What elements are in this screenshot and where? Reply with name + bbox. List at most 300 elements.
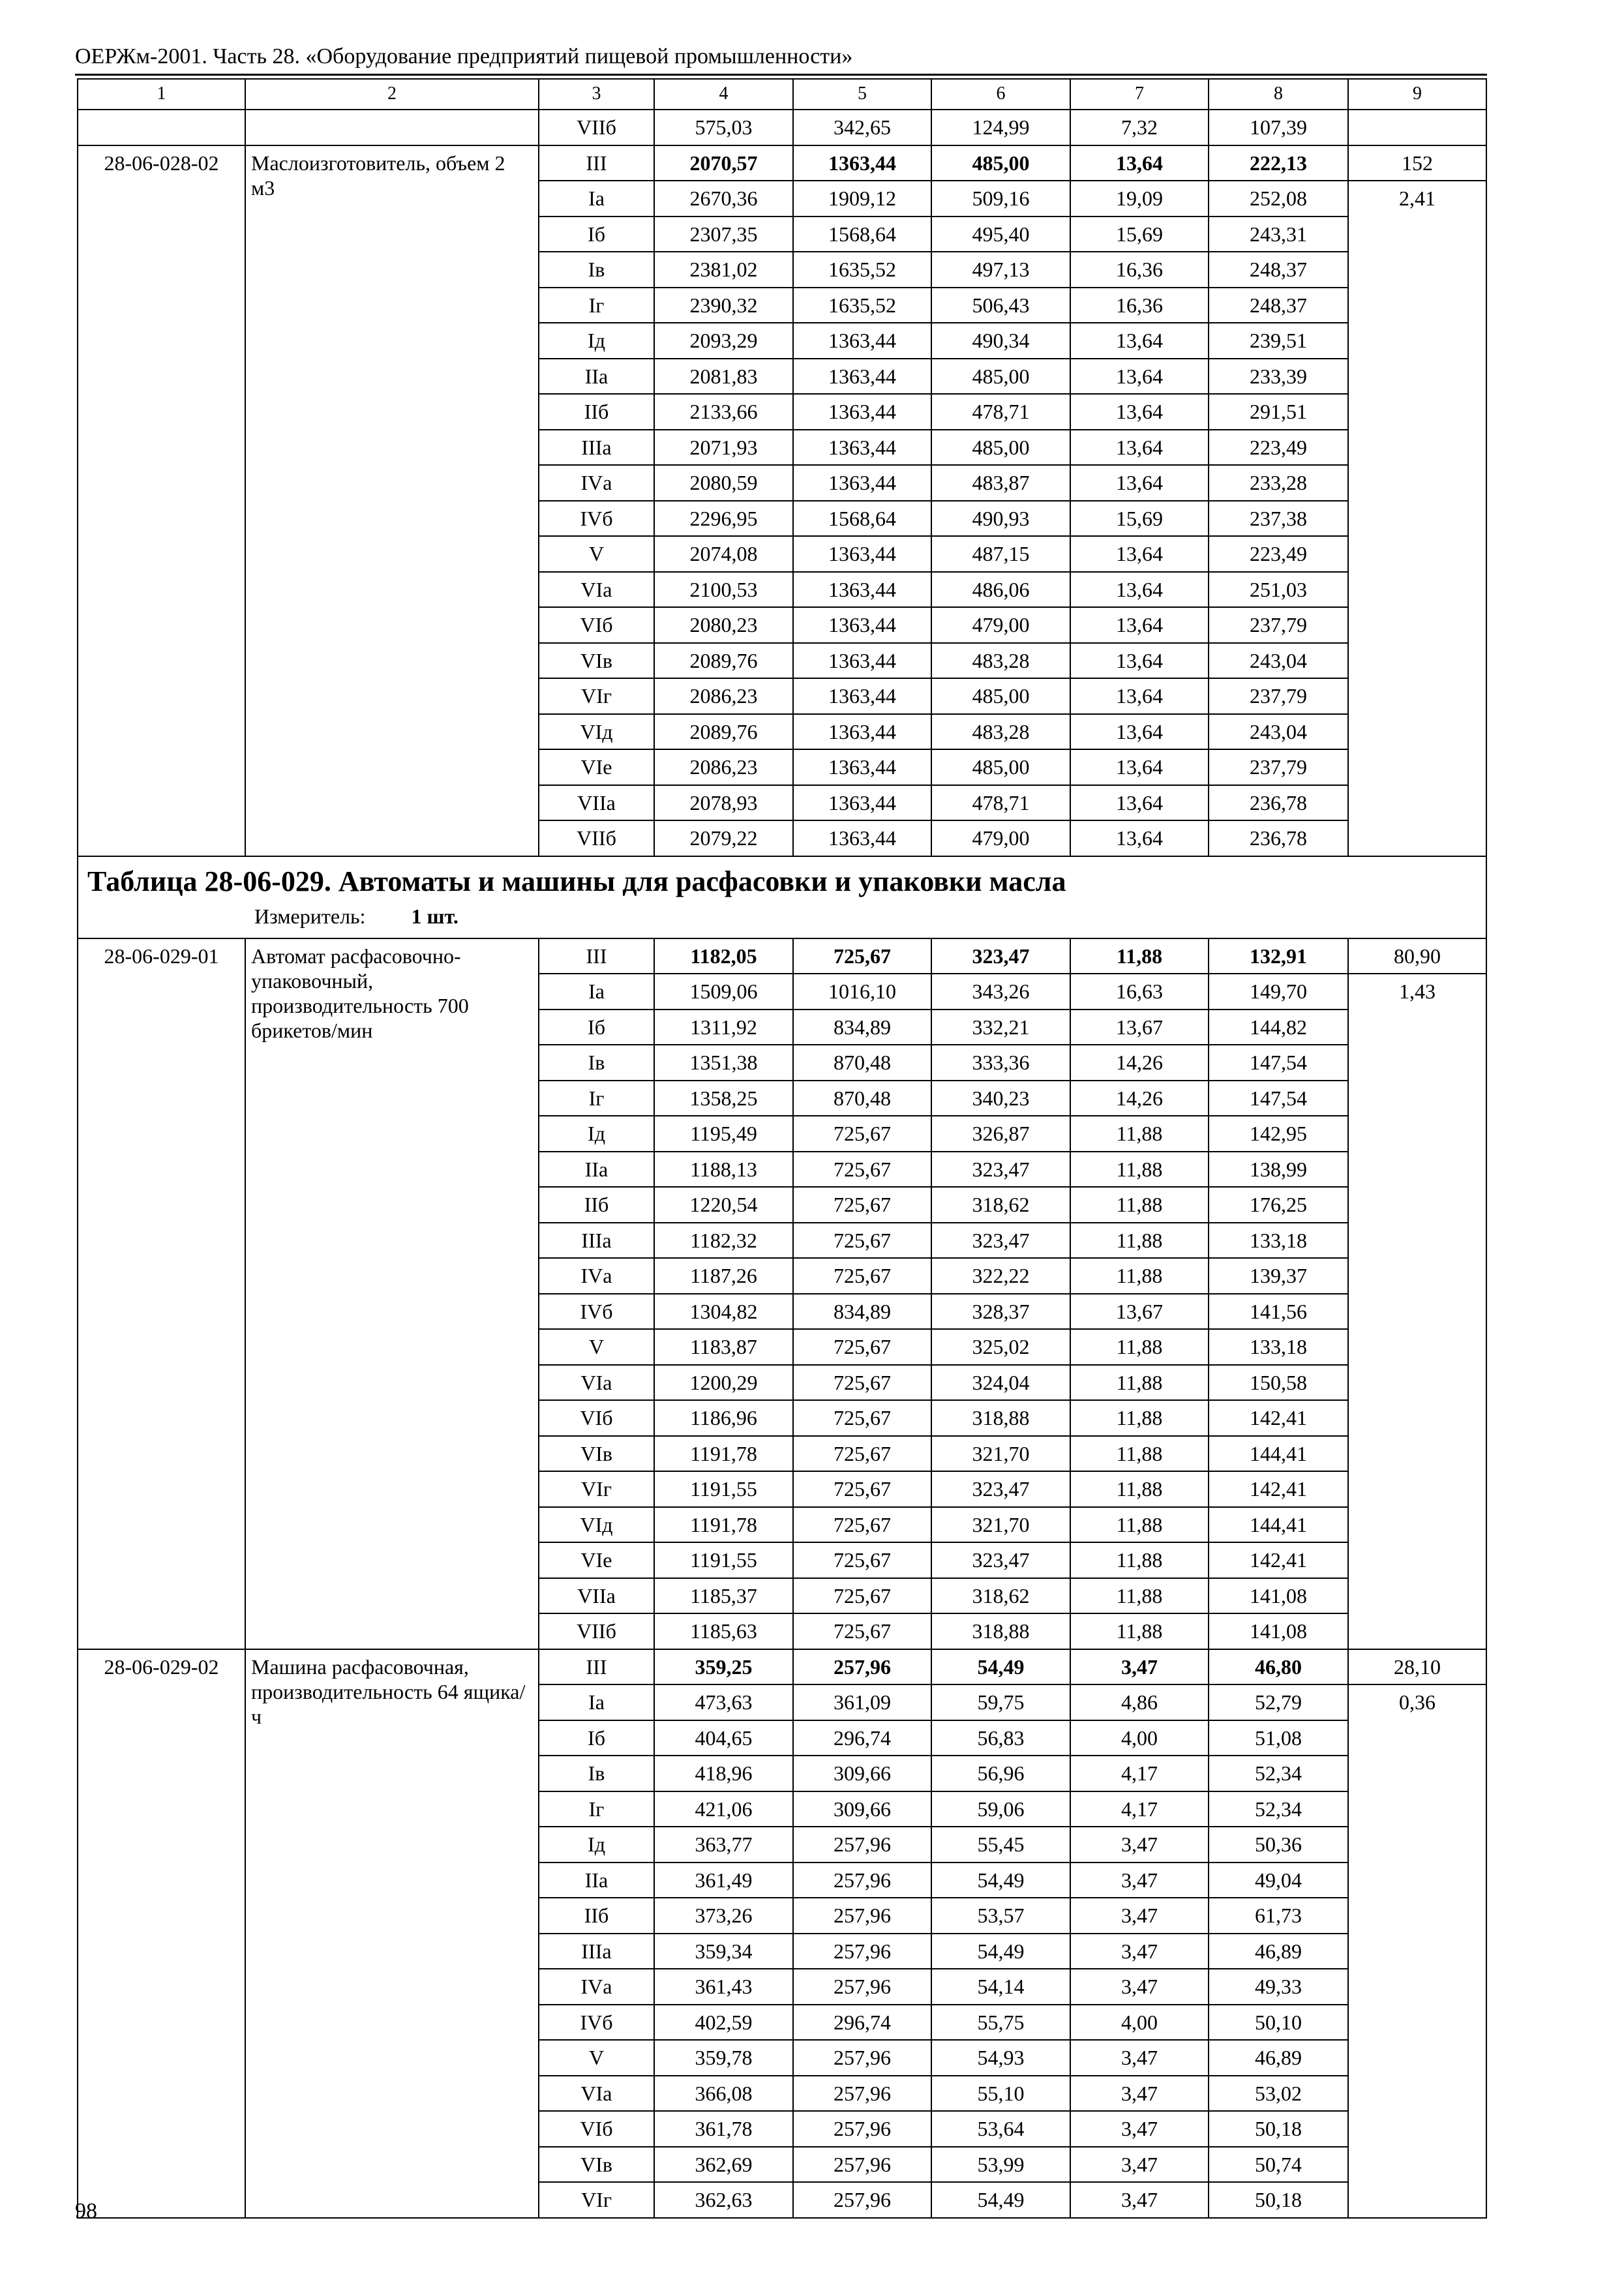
value-cell: 2079,22	[654, 820, 793, 856]
table-row	[78, 145, 1486, 181]
value-cell: 418,96	[654, 1756, 793, 1791]
value-cell: 333,36	[931, 1045, 1070, 1081]
value-cell: 485,00	[931, 749, 1070, 785]
value-cell: 506,43	[931, 288, 1070, 323]
value-cell: 870,48	[793, 1081, 931, 1116]
zone-cell: Iб	[539, 1720, 654, 1756]
rates-table	[77, 78, 1487, 2219]
value-cell: 243,31	[1209, 217, 1348, 252]
entry-name: Машина расфасовочная, производительность 64 ящика/ч	[245, 1649, 539, 2218]
value-cell: 834,89	[793, 1294, 931, 1330]
zone-cell: III	[539, 145, 654, 181]
zone-cell: IVб	[539, 1294, 654, 1330]
value-cell: 2078,93	[654, 785, 793, 821]
value-cell: 248,37	[1209, 288, 1348, 323]
value-cell: 248,37	[1209, 252, 1348, 288]
value-cell: 318,62	[931, 1187, 1070, 1223]
value-cell: 13,64	[1070, 394, 1209, 430]
value-cell: 2093,29	[654, 323, 793, 359]
value-cell: 144,82	[1209, 1010, 1348, 1045]
value-cell: 11,88	[1070, 1116, 1209, 1152]
entry-code: 28-06-028-02	[78, 145, 245, 856]
value-cell: 404,65	[654, 1720, 793, 1756]
zone-cell: III	[539, 1649, 654, 1685]
zone-cell: Iа	[539, 181, 654, 217]
value-cell: 1363,44	[793, 678, 931, 714]
value-cell: 222,13	[1209, 145, 1348, 181]
value-cell: 4,00	[1070, 2005, 1209, 2041]
value-cell: 342,65	[793, 110, 931, 145]
zone-cell: IIб	[539, 1898, 654, 1934]
value-cell: 361,43	[654, 1969, 793, 2005]
value-cell: 359,25	[654, 1649, 793, 1685]
value-cell: 725,67	[793, 1507, 931, 1543]
carryover-row	[78, 110, 1486, 145]
value-cell: 236,78	[1209, 785, 1348, 821]
value-cell: 11,88	[1070, 1578, 1209, 1614]
zone-cell: IVа	[539, 465, 654, 501]
value-cell: 13,64	[1070, 643, 1209, 679]
value-cell: 1182,32	[654, 1223, 793, 1259]
value-cell: 147,54	[1209, 1081, 1348, 1116]
value-cell: 725,67	[793, 1365, 931, 1401]
value-cell: 4,17	[1070, 1756, 1209, 1791]
zone-cell: Iг	[539, 288, 654, 323]
value-cell: 11,88	[1070, 1400, 1209, 1436]
value-cell: 3,47	[1070, 2147, 1209, 2183]
value-cell: 725,67	[793, 1471, 931, 1507]
value-cell: 13,64	[1070, 359, 1209, 395]
zone-cell: VIд	[539, 714, 654, 750]
value-cell: 49,04	[1209, 1863, 1348, 1898]
zone-cell: Iа	[539, 1684, 654, 1720]
value-cell: 56,83	[931, 1720, 1070, 1756]
value-cell: 340,23	[931, 1081, 1070, 1116]
value-cell: 257,96	[793, 2040, 931, 2076]
zone-cell: Iг	[539, 1791, 654, 1827]
value-cell: 1191,55	[654, 1471, 793, 1507]
value-cell: 321,70	[931, 1507, 1070, 1543]
value-cell: 1220,54	[654, 1187, 793, 1223]
zone-cell: VIа	[539, 572, 654, 608]
value-cell: 485,00	[931, 359, 1070, 395]
col9-value: 80,90	[1348, 938, 1486, 974]
value-cell: 237,79	[1209, 749, 1348, 785]
value-cell: 59,06	[931, 1791, 1070, 1827]
zone-cell: III	[539, 938, 654, 974]
value-cell: 107,39	[1209, 110, 1348, 145]
zone-cell: V	[539, 2040, 654, 2076]
value-cell: 16,36	[1070, 252, 1209, 288]
entry-name: Автомат расфасовочно-упаковочный, производительность 700 брикетов/мин	[245, 938, 539, 1649]
value-cell: 1568,64	[793, 501, 931, 537]
value-cell: 490,93	[931, 501, 1070, 537]
value-cell: 1363,44	[793, 394, 931, 430]
value-cell: 479,00	[931, 820, 1070, 856]
zone-cell: VIе	[539, 1542, 654, 1578]
col9-value: 152	[1348, 145, 1486, 181]
value-cell: 50,74	[1209, 2147, 1348, 2183]
col9-value: 2,41	[1348, 181, 1486, 856]
value-cell: 309,66	[793, 1756, 931, 1791]
value-cell: 1304,82	[654, 1294, 793, 1330]
value-cell: 3,47	[1070, 2182, 1209, 2218]
value-cell: 233,39	[1209, 359, 1348, 395]
value-cell: 7,32	[1070, 110, 1209, 145]
value-cell: 46,89	[1209, 2040, 1348, 2076]
value-cell: 61,73	[1209, 1898, 1348, 1934]
value-cell: 1187,26	[654, 1258, 793, 1294]
value-cell: 725,67	[793, 1613, 931, 1649]
value-cell: 14,26	[1070, 1045, 1209, 1081]
value-cell: 1186,96	[654, 1400, 793, 1436]
zone-cell: IVа	[539, 1258, 654, 1294]
value-cell: 1363,44	[793, 820, 931, 856]
zone-cell: VIа	[539, 1365, 654, 1401]
value-cell: 257,96	[793, 1898, 931, 1934]
value-cell: 1363,44	[793, 607, 931, 643]
zone-cell: V	[539, 1329, 654, 1365]
table-section-cell	[78, 856, 1486, 938]
value-cell: 483,28	[931, 643, 1070, 679]
value-cell: 13,64	[1070, 785, 1209, 821]
zone-cell: IIа	[539, 359, 654, 395]
value-cell: 11,88	[1070, 1542, 1209, 1578]
unit-value: 1 шт.	[411, 904, 459, 928]
value-cell: 1635,52	[793, 252, 931, 288]
value-cell: 53,64	[931, 2111, 1070, 2147]
zone-cell: Iб	[539, 217, 654, 252]
value-cell: 54,49	[931, 1863, 1070, 1898]
value-cell: 324,04	[931, 1365, 1070, 1401]
value-cell: 3,47	[1070, 1863, 1209, 1898]
value-cell: 16,36	[1070, 288, 1209, 323]
zone-cell: VIа	[539, 2076, 654, 2112]
value-cell: 2381,02	[654, 252, 793, 288]
value-cell: 361,09	[793, 1684, 931, 1720]
zone-cell: Iд	[539, 323, 654, 359]
value-cell: 11,88	[1070, 1507, 1209, 1543]
value-cell: 1200,29	[654, 1365, 793, 1401]
column-number: 4	[654, 79, 793, 110]
value-cell: 361,78	[654, 2111, 793, 2147]
value-cell: 13,64	[1070, 678, 1209, 714]
value-cell: 1568,64	[793, 217, 931, 252]
table-section-title: Таблица 28-06-029. Автоматы и машины для расфасовки и упаковки масла	[87, 865, 1066, 897]
value-cell: 321,70	[931, 1436, 1070, 1472]
value-cell: 54,49	[931, 1934, 1070, 1969]
value-cell: 325,02	[931, 1329, 1070, 1365]
value-cell: 142,95	[1209, 1116, 1348, 1152]
value-cell: 725,67	[793, 1542, 931, 1578]
table-body	[78, 79, 1486, 2218]
value-cell: 483,28	[931, 714, 1070, 750]
value-cell: 2390,32	[654, 288, 793, 323]
value-cell: 11,88	[1070, 1187, 1209, 1223]
value-cell: 11,88	[1070, 1613, 1209, 1649]
value-cell: 870,48	[793, 1045, 931, 1081]
zone-cell: VIв	[539, 2147, 654, 2183]
column-number-row	[78, 79, 1486, 110]
column-number: 5	[793, 79, 931, 110]
value-cell: 490,34	[931, 323, 1070, 359]
zone-cell: Iв	[539, 1756, 654, 1791]
value-cell: 252,08	[1209, 181, 1348, 217]
zone-cell: VIв	[539, 1436, 654, 1472]
value-cell: 1363,44	[793, 572, 931, 608]
zone-cell: IIIа	[539, 1223, 654, 1259]
zone-cell: Iд	[539, 1827, 654, 1863]
value-cell: 366,08	[654, 2076, 793, 2112]
value-cell: 1509,06	[654, 974, 793, 1010]
value-cell: 149,70	[1209, 974, 1348, 1010]
value-cell: 1363,44	[793, 536, 931, 572]
value-cell: 50,10	[1209, 2005, 1348, 2041]
value-cell: 133,18	[1209, 1223, 1348, 1259]
zone-cell: Iд	[539, 1116, 654, 1152]
entry-code: 28-06-029-02	[78, 1649, 245, 2218]
value-cell: 485,00	[931, 678, 1070, 714]
value-cell: 13,67	[1070, 1294, 1209, 1330]
value-cell: 3,47	[1070, 1827, 1209, 1863]
value-cell: 11,88	[1070, 1223, 1209, 1259]
zone-cell: VIIб	[539, 820, 654, 856]
value-cell: 13,64	[1070, 714, 1209, 750]
value-cell: 50,36	[1209, 1827, 1348, 1863]
value-cell: 1363,44	[793, 785, 931, 821]
value-cell: 257,96	[793, 2076, 931, 2112]
value-cell: 1363,44	[793, 359, 931, 395]
value-cell: 233,28	[1209, 465, 1348, 501]
value-cell: 323,47	[931, 1471, 1070, 1507]
value-cell: 4,17	[1070, 1791, 1209, 1827]
value-cell: 13,64	[1070, 323, 1209, 359]
value-cell: 257,96	[793, 1827, 931, 1863]
value-cell: 124,99	[931, 110, 1070, 145]
col9-cell	[1348, 110, 1486, 145]
value-cell: 725,67	[793, 1329, 931, 1365]
value-cell: 49,33	[1209, 1969, 1348, 2005]
value-cell: 3,47	[1070, 1969, 1209, 2005]
value-cell: 54,49	[931, 2182, 1070, 2218]
value-cell: 1363,44	[793, 323, 931, 359]
column-number: 2	[245, 79, 539, 110]
value-cell: 2086,23	[654, 749, 793, 785]
value-cell: 291,51	[1209, 394, 1348, 430]
value-cell: 54,93	[931, 2040, 1070, 2076]
zone-cell: IIа	[539, 1152, 654, 1188]
value-cell: 725,67	[793, 1400, 931, 1436]
value-cell: 257,96	[793, 1863, 931, 1898]
header-rule	[75, 74, 1487, 76]
value-cell: 138,99	[1209, 1152, 1348, 1188]
zone-cell: IVб	[539, 501, 654, 537]
value-cell: 2307,35	[654, 217, 793, 252]
value-cell: 323,47	[931, 1542, 1070, 1578]
value-cell: 4,00	[1070, 1720, 1209, 1756]
value-cell: 53,02	[1209, 2076, 1348, 2112]
column-number: 9	[1348, 79, 1486, 110]
value-cell: 236,78	[1209, 820, 1348, 856]
value-cell: 150,58	[1209, 1365, 1348, 1401]
value-cell: 142,41	[1209, 1400, 1348, 1436]
value-cell: 52,34	[1209, 1791, 1348, 1827]
value-cell: 257,96	[793, 2111, 931, 2147]
value-cell: 144,41	[1209, 1436, 1348, 1472]
value-cell: 1191,78	[654, 1507, 793, 1543]
value-cell: 2670,36	[654, 181, 793, 217]
value-cell: 3,47	[1070, 1934, 1209, 1969]
value-cell: 296,74	[793, 1720, 931, 1756]
value-cell: 13,64	[1070, 465, 1209, 501]
value-cell: 485,00	[931, 145, 1070, 181]
value-cell: 3,47	[1070, 2040, 1209, 2076]
zone-cell: VIб	[539, 1400, 654, 1436]
value-cell: 46,80	[1209, 1649, 1348, 1685]
value-cell: 323,47	[931, 1152, 1070, 1188]
value-cell: 322,22	[931, 1258, 1070, 1294]
value-cell: 11,88	[1070, 1436, 1209, 1472]
page-header: ОЕРЖм-2001. Часть 28. «Оборудование предприятий пищевой промышленности»	[75, 44, 853, 68]
value-cell: 725,67	[793, 1223, 931, 1259]
zone-cell: VIг	[539, 678, 654, 714]
value-cell: 223,49	[1209, 430, 1348, 466]
value-cell: 141,08	[1209, 1578, 1348, 1614]
value-cell: 359,34	[654, 1934, 793, 1969]
value-cell: 52,79	[1209, 1684, 1348, 1720]
value-cell: 497,13	[931, 252, 1070, 288]
value-cell: 13,64	[1070, 536, 1209, 572]
value-cell: 3,47	[1070, 2111, 1209, 2147]
value-cell: 2089,76	[654, 714, 793, 750]
zone-cell: Iв	[539, 1045, 654, 1081]
value-cell: 318,62	[931, 1578, 1070, 1614]
value-cell: 15,69	[1070, 501, 1209, 537]
value-cell: 323,47	[931, 938, 1070, 974]
value-cell: 323,47	[931, 1223, 1070, 1259]
value-cell: 11,88	[1070, 1258, 1209, 1294]
table-section-row	[78, 856, 1486, 938]
zone-cell: IVб	[539, 2005, 654, 2041]
value-cell: 257,96	[793, 2147, 931, 2183]
column-number: 7	[1070, 79, 1209, 110]
value-cell: 1351,38	[654, 1045, 793, 1081]
zone-cell: Iв	[539, 252, 654, 288]
value-cell: 14,26	[1070, 1081, 1209, 1116]
value-cell: 243,04	[1209, 714, 1348, 750]
value-cell: 11,88	[1070, 938, 1209, 974]
value-cell: 2080,23	[654, 607, 793, 643]
value-cell: 495,40	[931, 217, 1070, 252]
value-cell: 1358,25	[654, 1081, 793, 1116]
value-cell: 16,63	[1070, 974, 1209, 1010]
value-cell: 13,64	[1070, 749, 1209, 785]
value-cell: 257,96	[793, 1969, 931, 2005]
zone-cell: IIб	[539, 1187, 654, 1223]
value-cell: 176,25	[1209, 1187, 1348, 1223]
value-cell: 483,87	[931, 465, 1070, 501]
value-cell: 2100,53	[654, 572, 793, 608]
zone-cell: V	[539, 536, 654, 572]
value-cell: 11,88	[1070, 1365, 1209, 1401]
value-cell: 1363,44	[793, 430, 931, 466]
value-cell: 479,00	[931, 607, 1070, 643]
zone-cell: VIIа	[539, 1578, 654, 1614]
value-cell: 485,00	[931, 430, 1070, 466]
column-number: 6	[931, 79, 1070, 110]
zone-cell: VIв	[539, 643, 654, 679]
code-cell	[78, 110, 245, 145]
value-cell: 362,63	[654, 2182, 793, 2218]
value-cell: 2070,57	[654, 145, 793, 181]
value-cell: 1363,44	[793, 145, 931, 181]
zone-cell: VIг	[539, 1471, 654, 1507]
value-cell: 55,75	[931, 2005, 1070, 2041]
value-cell: 46,89	[1209, 1934, 1348, 1969]
zone-cell: VIд	[539, 1507, 654, 1543]
value-cell: 725,67	[793, 1116, 931, 1152]
value-cell: 363,77	[654, 1827, 793, 1863]
value-cell: 2086,23	[654, 678, 793, 714]
column-number: 3	[539, 79, 654, 110]
value-cell: 13,64	[1070, 607, 1209, 643]
value-cell: 144,41	[1209, 1507, 1348, 1543]
value-cell: 421,06	[654, 1791, 793, 1827]
value-cell: 326,87	[931, 1116, 1070, 1152]
zone-cell: VIб	[539, 607, 654, 643]
value-cell: 318,88	[931, 1613, 1070, 1649]
value-cell: 3,47	[1070, 1649, 1209, 1685]
value-cell: 11,88	[1070, 1329, 1209, 1365]
zone-cell: IVа	[539, 1969, 654, 2005]
value-cell: 239,51	[1209, 323, 1348, 359]
value-cell: 478,71	[931, 394, 1070, 430]
value-cell: 1909,12	[793, 181, 931, 217]
value-cell: 2089,76	[654, 643, 793, 679]
value-cell: 296,74	[793, 2005, 931, 2041]
value-cell: 725,67	[793, 1578, 931, 1614]
value-cell: 1363,44	[793, 749, 931, 785]
value-cell: 257,96	[793, 2182, 931, 2218]
value-cell: 1363,44	[793, 465, 931, 501]
value-cell: 50,18	[1209, 2111, 1348, 2147]
zone-cell: VIIб	[539, 1613, 654, 1649]
table-row	[78, 1649, 1486, 1685]
value-cell: 2081,83	[654, 359, 793, 395]
value-cell: 1311,92	[654, 1010, 793, 1045]
value-cell: 139,37	[1209, 1258, 1348, 1294]
value-cell: 2133,66	[654, 394, 793, 430]
value-cell: 251,03	[1209, 572, 1348, 608]
value-cell: 257,96	[793, 1934, 931, 1969]
value-cell: 1635,52	[793, 288, 931, 323]
value-cell: 1185,37	[654, 1578, 793, 1614]
value-cell: 1185,63	[654, 1613, 793, 1649]
value-cell: 141,56	[1209, 1294, 1348, 1330]
value-cell: 52,34	[1209, 1756, 1348, 1791]
value-cell: 318,88	[931, 1400, 1070, 1436]
value-cell: 13,64	[1070, 572, 1209, 608]
value-cell: 1191,78	[654, 1436, 793, 1472]
value-cell: 56,96	[931, 1756, 1070, 1791]
zone-cell: VIIб	[539, 110, 654, 145]
value-cell: 1363,44	[793, 643, 931, 679]
value-cell: 132,91	[1209, 938, 1348, 974]
value-cell: 2074,08	[654, 536, 793, 572]
zone-cell: VIб	[539, 2111, 654, 2147]
name-cell	[245, 110, 539, 145]
entry-code: 28-06-029-01	[78, 938, 245, 1649]
